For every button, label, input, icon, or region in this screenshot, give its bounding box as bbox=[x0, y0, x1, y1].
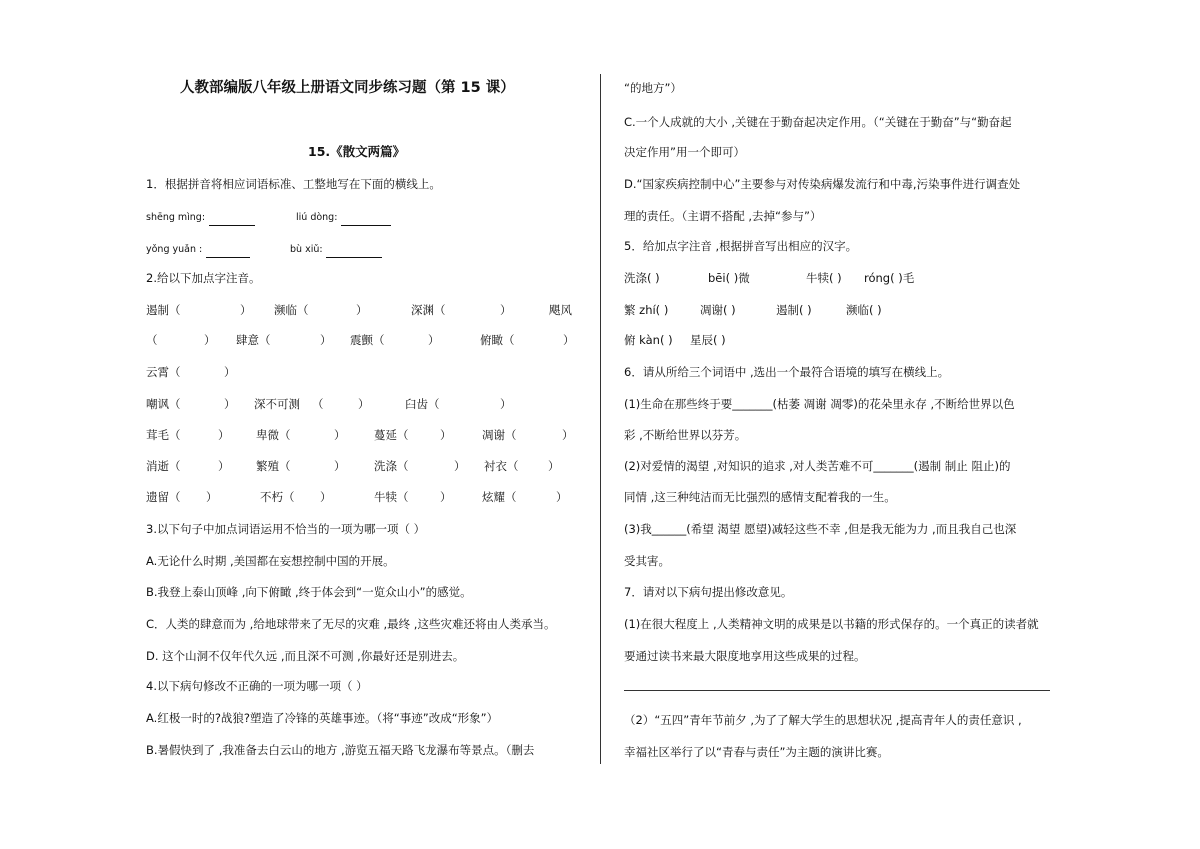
q5-r1-c4: róng( )毛 bbox=[864, 271, 915, 285]
q2-r6-c1: 消逝（ bbox=[146, 459, 181, 473]
q2-r5-c5: 蔓延（ bbox=[374, 428, 409, 442]
q2-r2-c1: （ bbox=[146, 333, 158, 347]
q2-stem: 2.给以下加点字注音。 bbox=[146, 271, 261, 285]
q6-s1-line1: (1)生命在那些终于要_______(枯萎 凋谢 凋零)的花朵里永存 ,不断给世界以色 bbox=[624, 397, 1015, 411]
q1-pinyin-4: bù xiǔ: bbox=[290, 244, 323, 255]
q5-r3-c1: 俯 kàn( ) bbox=[624, 333, 673, 347]
q5-stem: 5．给加点字注音 ,根据拼音写出相应的汉字。 bbox=[624, 239, 858, 253]
q2-r3-c1: 云霄（ bbox=[146, 365, 181, 379]
q2-r5-c2: ） bbox=[218, 428, 230, 442]
q1-blank-4[interactable] bbox=[326, 245, 382, 258]
q2-r1-c6: ） bbox=[500, 303, 512, 317]
q1-blank-3[interactable] bbox=[206, 245, 250, 258]
q6-s1-line2: 彩 ,不断给世界以芬芳。 bbox=[624, 428, 747, 442]
q4-stem: 4.以下病句修改不正确的一项为哪一项（ ） bbox=[146, 679, 368, 693]
q4-option-c-line1: C.一个人成就的大小 ,关键在于勤奋起决定作用。（“关键在于勤奋”与“勤奋起 bbox=[624, 115, 1012, 129]
q2-r2-c5: 震颤（ bbox=[350, 333, 385, 347]
q1-blank-2[interactable] bbox=[341, 213, 391, 226]
q1-pinyin-1: shēng mìng: bbox=[146, 212, 206, 223]
q2-r2-c4: ） bbox=[320, 333, 332, 347]
q2-r7-c7: 炫耀（ bbox=[482, 490, 517, 504]
q7-answer-line[interactable] bbox=[624, 690, 1050, 691]
q7-stem: 7．请对以下病句提出修改意见。 bbox=[624, 585, 793, 599]
q1-item-3 bbox=[146, 240, 250, 258]
q2-r6-c4: ） bbox=[334, 459, 346, 473]
q2-r4-c2: ） bbox=[224, 397, 236, 411]
q6-stem: 6．请从所给三个词语中 ,选出一个最符合语境的填写在横线上。 bbox=[624, 365, 950, 379]
q2-r2-c2: ） bbox=[204, 333, 216, 347]
page-title: 人教部编版八年级上册语文同步练习题（第 15 课） bbox=[180, 80, 515, 96]
lesson-subtitle: 15.《散文两篇》 bbox=[308, 144, 406, 159]
q2-r4-c1: 嘲讽（ bbox=[146, 397, 181, 411]
q4-option-d-line1: D.“国家疾病控制中心”主要参与对传染病爆发流行和中毒,污染事件进行调查处 bbox=[624, 177, 1021, 191]
q3-stem: 3.以下句子中加点词语运用不恰当的一项为哪一项（ ） bbox=[146, 522, 426, 536]
q2-r5-c4: ） bbox=[334, 428, 346, 442]
q2-r7-c5: 牛犊（ bbox=[374, 490, 409, 504]
q1-pinyin-3: yǒng yuǎn : bbox=[146, 244, 203, 255]
q2-r4-c4: （ bbox=[312, 397, 324, 411]
q5-r1-c3: 牛犊( ) bbox=[806, 271, 842, 285]
q2-r1-c3: 濒临（ bbox=[274, 303, 309, 317]
q2-r7-c2: ） bbox=[206, 490, 218, 504]
q2-r4-c7: ） bbox=[500, 397, 512, 411]
q2-r5-c1: 茸毛（ bbox=[146, 428, 181, 442]
q2-r7-c6: ） bbox=[440, 490, 452, 504]
q5-r3-c2: 星辰( ) bbox=[690, 333, 726, 347]
q3-option-d: D. 这个山洞不仅年代久远 ,而且深不可测 ,你最好还是别进去。 bbox=[146, 649, 465, 663]
q1-item-4 bbox=[290, 240, 382, 258]
column-divider bbox=[600, 74, 601, 764]
q7-s1-line1: (1)在很大程度上 ,人类精神文明的成果是以书籍的形式保存的。一个真正的读者就 bbox=[624, 617, 1039, 631]
q5-r2-c2: 凋谢( ) bbox=[700, 303, 736, 317]
q2-r1-c1: 遏制（ bbox=[146, 303, 181, 317]
q6-s2-line2: 同情 ,这三种纯洁而无比强烈的感情支配着我的一生。 bbox=[624, 490, 896, 504]
q2-r7-c8: ） bbox=[556, 490, 568, 504]
q7-s2-line1: （2）“五四”青年节前夕 ,为了了解大学生的思想状况 ,提高青年人的责任意识 , bbox=[624, 713, 1022, 727]
q2-r1-c4: ） bbox=[356, 303, 368, 317]
q2-r5-c3: 卑微（ bbox=[256, 428, 291, 442]
q2-r4-c6: 臼齿（ bbox=[405, 397, 440, 411]
q6-s2-line1: (2)对爱情的渴望 ,对知识的追求 ,对人类苦难不可_______(遏制 制止 阻止)的 bbox=[624, 459, 1011, 473]
q5-r2-c1: 繁 zhí( ) bbox=[624, 303, 669, 317]
q1-item-1 bbox=[146, 208, 255, 226]
q6-s3-line1: (3)我______(希望 渴望 愿望)减轻这些不幸 ,但是我无能为力 ,而且我自己也深 bbox=[624, 522, 1017, 536]
q7-s1-line2: 要通过读书来最大限度地享用这些成果的过程。 bbox=[624, 649, 866, 663]
q2-r2-c3: 肆意（ bbox=[236, 333, 271, 347]
q2-r6-c5: 洗涤（ bbox=[374, 459, 409, 473]
q4-option-c-line2: 决定作用”用一个即可） bbox=[624, 145, 745, 159]
q1-item-2 bbox=[296, 208, 391, 226]
q2-r6-c7: 衬衣（ bbox=[484, 459, 519, 473]
q3-option-b: B.我登上泰山顶峰 ,向下俯瞰 ,终于体会到“一览众山小”的感觉。 bbox=[146, 585, 472, 599]
q5-r2-c4: 濒临( ) bbox=[846, 303, 882, 317]
q1-stem: 1．根据拼音将相应词语标准、工整地写在下面的横线上。 bbox=[146, 177, 441, 191]
q2-r1-c7: 飓风 bbox=[549, 303, 572, 317]
q2-r2-c8: ） bbox=[563, 333, 575, 347]
q4-option-b: B.暑假快到了 ,我准备去白云山的地方 ,游览五福天路飞龙瀑布等景点。（删去 bbox=[146, 743, 535, 757]
q1-blank-1[interactable] bbox=[209, 213, 255, 226]
q3-option-a: A.无论什么时期 ,美国都在妄想控制中国的开展。 bbox=[146, 554, 395, 568]
q5-r1-c2: bēi( )微 bbox=[708, 271, 750, 285]
q4-option-a: A.红极一时的?战狼?塑造了冷锋的英雄事迹。（将“事迹”改成“形象”） bbox=[146, 711, 499, 725]
q2-r4-c3: 深不可测 bbox=[254, 397, 300, 411]
q2-r6-c3: 繁殖（ bbox=[256, 459, 291, 473]
q6-s3-line2: 受其害。 bbox=[624, 554, 670, 568]
q2-r6-c2: ） bbox=[218, 459, 230, 473]
q1-pinyin-2: liú dòng: bbox=[296, 212, 338, 223]
q2-r2-c6: ） bbox=[428, 333, 440, 347]
q2-r4-c5: ） bbox=[358, 397, 370, 411]
q2-r7-c1: 遗留（ bbox=[146, 490, 181, 504]
q2-r5-c8: ） bbox=[562, 428, 574, 442]
q5-r2-c3: 遏制( ) bbox=[776, 303, 812, 317]
q2-r2-c7: 俯瞰（ bbox=[480, 333, 515, 347]
q2-r3-c2: ） bbox=[224, 365, 236, 379]
q7-s2-line2: 幸福社区举行了以“青春与责任”为主题的演讲比赛。 bbox=[624, 745, 889, 759]
q2-r5-c7: 凋谢（ bbox=[482, 428, 517, 442]
q2-r5-c6: ） bbox=[440, 428, 452, 442]
q2-r1-c2: ） bbox=[240, 303, 252, 317]
q2-r6-c6: ） bbox=[454, 459, 466, 473]
q5-r1-c1: 洗涤( ) bbox=[624, 271, 660, 285]
q2-r6-c8: ） bbox=[548, 459, 560, 473]
q3-option-c: C．人类的肆意而为 ,给地球带来了无尽的灾难 ,最终 ,这些灾难还将由人类承当。 bbox=[146, 617, 556, 631]
q2-r7-c4: ） bbox=[320, 490, 332, 504]
q4-b-continued: “的地方”） bbox=[624, 81, 682, 95]
q2-r7-c3: 不朽（ bbox=[260, 490, 295, 504]
q2-r1-c5: 深渊（ bbox=[411, 303, 446, 317]
q4-option-d-line2: 理的责任。（主谓不搭配 ,去掉“参与”） bbox=[624, 209, 822, 223]
